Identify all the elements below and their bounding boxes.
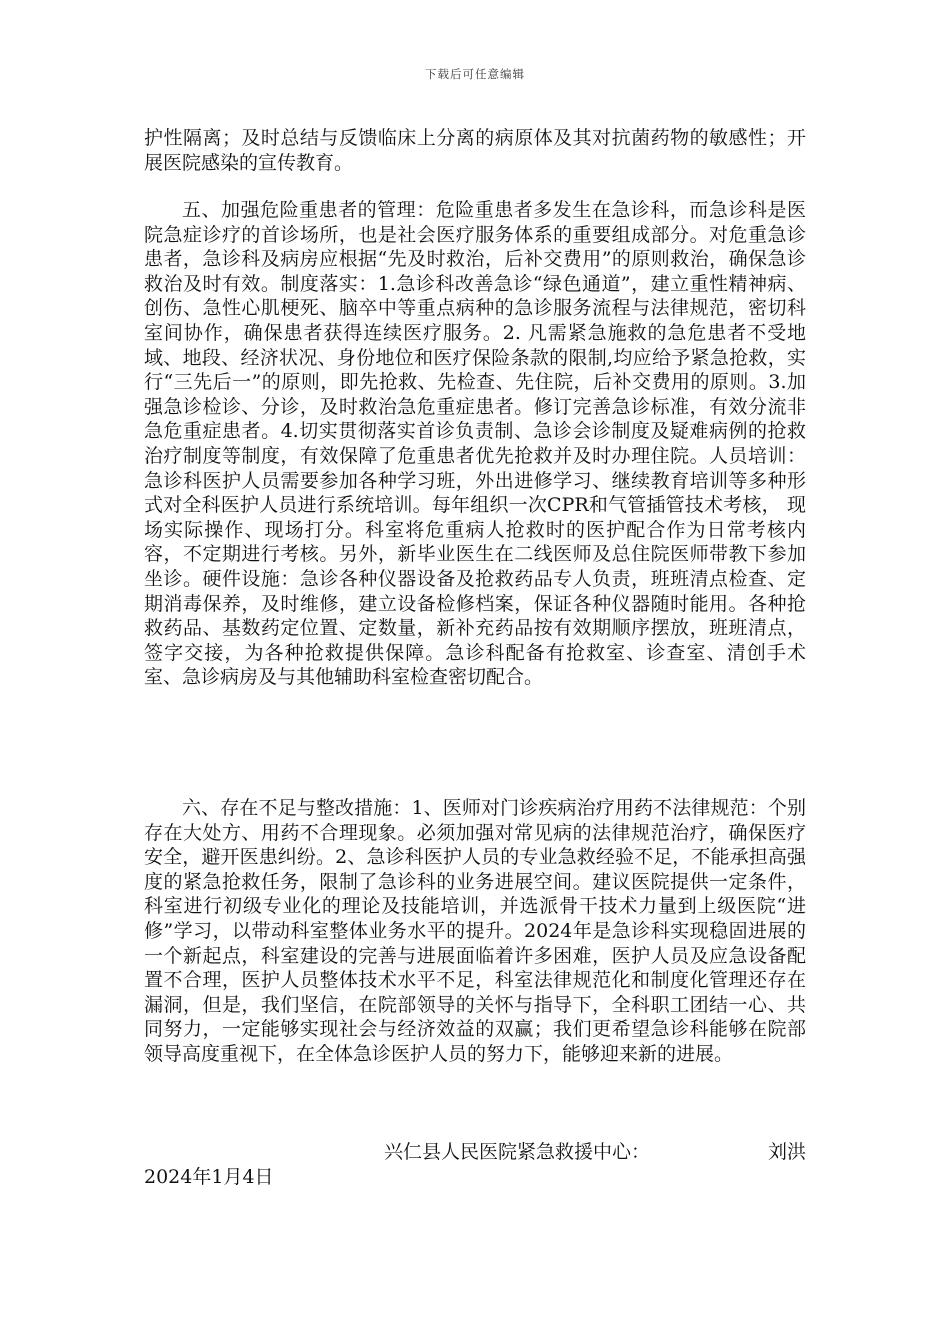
page-header-note: 下载后可任意编辑 xyxy=(425,67,525,81)
signature-name: 刘洪 xyxy=(767,1141,806,1163)
signature-organization: 兴仁县人民医院紧急救援中心： xyxy=(384,1141,651,1163)
paragraph-section-six: 六、存在不足与整改措施：1、医师对门诊疾病治疗用药不法律规范：个别存在大处方、用药不合理现象。必须加强对常见病的法律规范治疗，确保医疗安全，避开医患纠纷。2、急诊科医护人员的专业急救经验不足，不能承担高强度的紧急抢救任务，限制了急诊科的业务进展空间。建议医院提供一定条件，科室进行初级专业化的理论及技能培训，并选派骨干技术力量到上级医院“进修”学习，以带动科室整体业务水平的提升。2024年是急诊科实现稳固进展的一个新起点，科室建设的完善与进展面临着许多困难，医护人员及应急设备配置不合理，医护人员整体技术水平不足，科室法律规范化和制度化管理还存在漏洞，但是，我们坚信，在院部领导的关怀与指导下，全科职工团结一心、共同努力，一定能够实现社会与经济效益的双赢；我们更希望急诊科能够在院部领导高度重视下，在全体急诊医护人员的努力下，能够迎来新的进展。 xyxy=(144,797,806,1065)
signature-line xyxy=(144,1140,806,1165)
paragraph-continuation: 护性隔离；及时总结与反馈临床上分离的病原体及其对抗菌药物的敏感性；开展医院感染的宣传教育。 xyxy=(144,127,806,174)
signature-block xyxy=(144,1140,806,1190)
signature-date: 2024年1月4日 xyxy=(144,1166,274,1188)
paragraph-section-five: 五、加强危险重患者的管理：危险重患者多发生在急诊科，而急诊科是医院急症诊疗的首诊场所，也是社会医疗服务体系的重要组成部分。对危重急诊患者，急诊科及病房应根据“先及时救治，后补交费用”的原则救治，确保急诊救治及时有效。制度落实：1.急诊科改善急诊“绿色通道”，建立重性精神病、创伤、急性心肌梗死、脑卒中等重点病种的急诊服务流程与法律规范，密切科室间协作，确保患者获得连续医疗服务。2. 凡需紧急施救的急危患者不受地域、地段、经济状况、身份地位和医疗保险条款的限制,均应给予紧急抢救，实行“三先后一”的原则，即先抢救、先检查、先住院，后补交费用的原则。3.加强急诊检诊、分诊，及时救治急危重症患者。修订完善急诊标准，有效分流非急危重症患者。4.切实贯彻落实首诊负责制、急诊会诊制度及疑难病例的抢救治疗制度等制度，有效保障了危重患者优先抢救并及时办理住院。人员培训：急诊科医护人员需要参加各种学习班，外出进修学习、继续教育培训等多种形式对全科医护人员进行系统培训。每年组织一次CPR和气管插管技术考核， 现场实际操作、现场打分。科室将危重病人抢救时的医护配合作为日常考核内容，不定期进行考核。另外，新毕业医生在二线医师及总住院医师带教下参加坐诊。硬件设施：急诊各种仪器设备及抢救药品专人负责，班班清点检查、定期消毒保养，及时维修，建立设备检修档案，保证各种仪器随时能用。各种抢救药品、基数药定位置、定数量，新补充药品按有效期顺序摆放，班班清点，签字交接，为各种抢救提供保障。急诊科配备有抢救室、诊查室、清创手术室、急诊病房及与其他辅助科室检查密切配合。 xyxy=(144,199,806,689)
